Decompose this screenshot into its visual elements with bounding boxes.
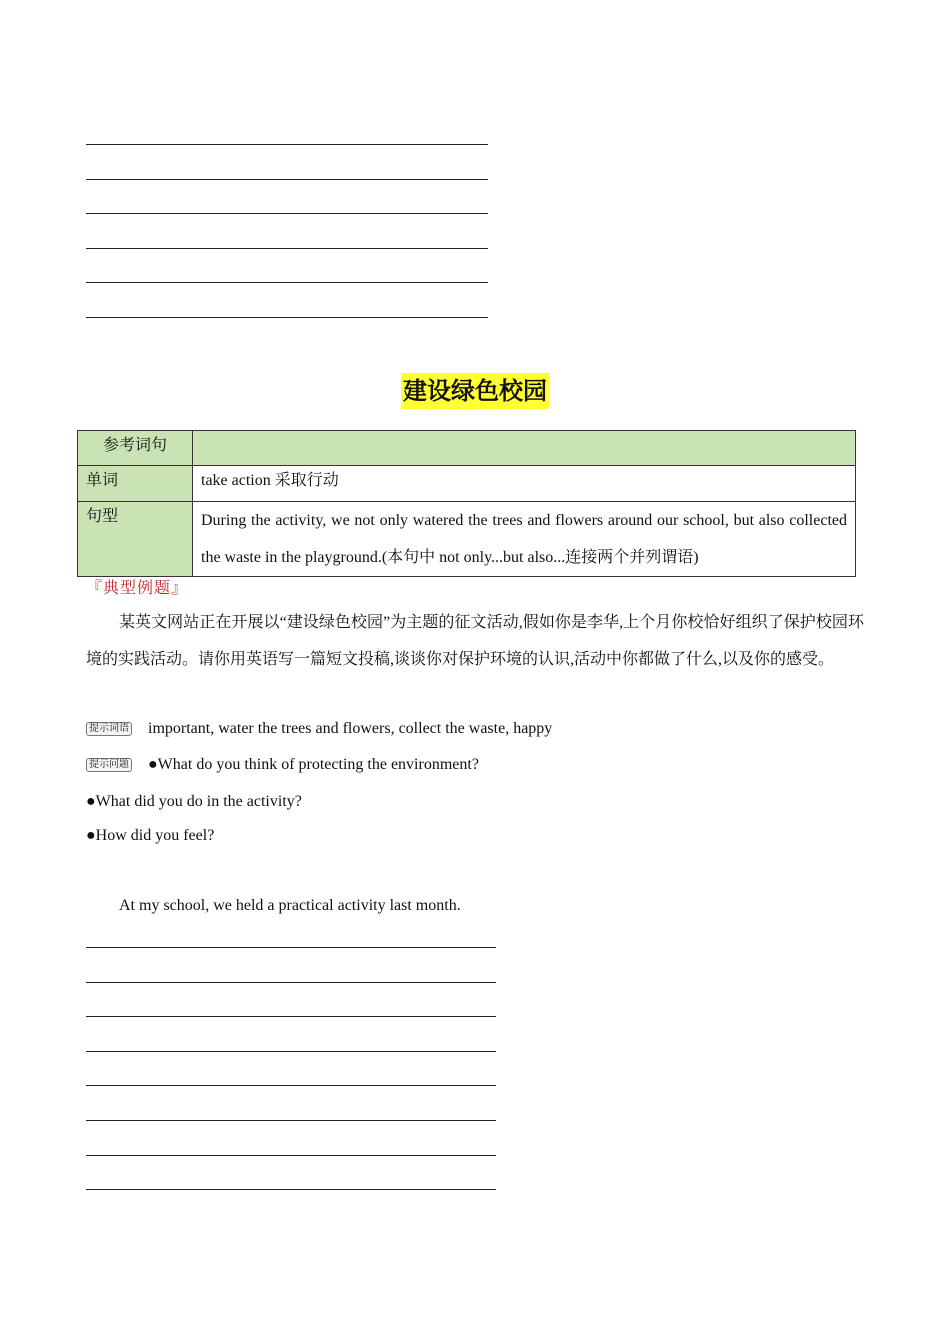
hint-words-text: important, water the trees and flowers, collect the waste, happy	[148, 720, 553, 737]
writing-line	[86, 144, 488, 145]
writing-line	[86, 317, 488, 318]
answer-line[interactable]	[86, 1120, 496, 1121]
answer-line[interactable]	[86, 1155, 496, 1156]
prompt-paragraph: 某英文网站正在开展以“建设绿色校园”为主题的征文活动,假如你是李华,上个月你校恰好组织了保护校园环境的实践活动。请你用英语写一篇短文投稿,谈谈你对保护环境的认识,活动中你都做了什么,以及你的感受。	[86, 614, 864, 668]
hint-words-row	[86, 718, 552, 740]
writing-line	[86, 213, 488, 214]
hint-questions-row	[86, 754, 479, 776]
answer-line[interactable]	[86, 982, 496, 983]
row-label-word: 单词	[78, 466, 193, 502]
writing-line	[86, 248, 488, 249]
answer-line[interactable]	[86, 1189, 496, 1190]
section-title-wrap	[0, 373, 950, 409]
answer-line[interactable]	[86, 1051, 496, 1052]
writing-line	[86, 282, 488, 283]
reference-table	[77, 430, 856, 577]
example-tag: 『典型例题』	[86, 580, 189, 597]
hint-question-2: ●What did you do in the activity?	[86, 793, 302, 810]
table-header-value	[193, 431, 856, 466]
writing-line	[86, 179, 488, 180]
starter-sentence: At my school, we held a practical activity last month.	[119, 897, 461, 914]
table-row	[78, 502, 856, 577]
answer-line[interactable]	[86, 1085, 496, 1086]
table-row	[78, 466, 856, 502]
hint-words-badge: 提示词语	[86, 722, 132, 736]
table-header-row	[78, 431, 856, 466]
hint-question-3: ●How did you feel?	[86, 827, 215, 844]
row-label-sentence: 句型	[78, 502, 193, 577]
answer-line[interactable]	[86, 947, 496, 948]
hint-questions-badge: 提示问题	[86, 758, 132, 772]
section-title: 建设绿色校园	[401, 373, 549, 409]
row-value-word: take action 采取行动	[193, 466, 856, 502]
table-header-label: 参考词句	[78, 431, 193, 466]
hint-question-1: ●What do you think of protecting the environment?	[148, 756, 479, 773]
row-value-sentence: During the activity, we not only watered the trees and flowers around our school, but also collected the waste in the playground.(本句中 not only...but also...连接两个并列谓语)	[193, 502, 856, 577]
answer-line[interactable]	[86, 1016, 496, 1017]
